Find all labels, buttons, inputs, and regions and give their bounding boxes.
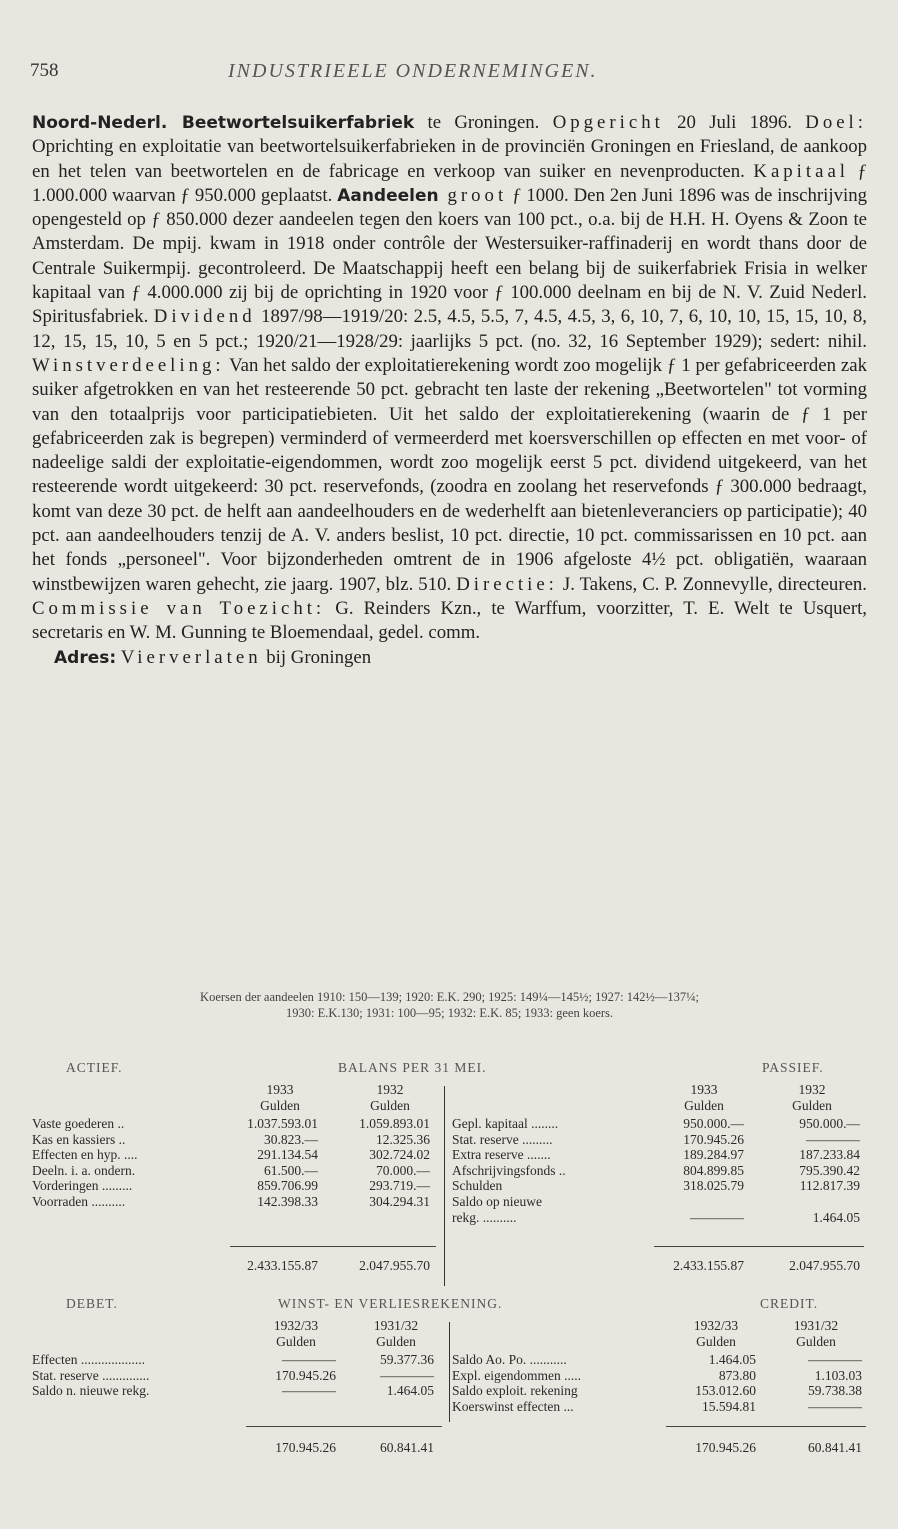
actief-row-label: Effecten en hyp. .... xyxy=(32,1147,138,1163)
actief-year-1932: 1932 xyxy=(376,1082,404,1097)
actief-row-value-b: 1.059.893.01 xyxy=(359,1116,430,1131)
actief-total-1933: 2.433.155.87 xyxy=(247,1258,318,1273)
winst-title: WINST- EN VERLIESREKENING. xyxy=(278,1296,503,1311)
page-header xyxy=(30,60,868,88)
groot-label: groot xyxy=(438,184,508,206)
aandeelen-label: Aandeelen xyxy=(337,185,439,206)
koersen-line-1: Koersen der aandeelen 1910: 150—139; 1920: E.K. 290; 1925: 149¼—145½; 1927: 142½—137¼; xyxy=(200,990,699,1004)
passief-row-value-b: 950.000.— xyxy=(799,1116,860,1131)
credit-row-label: Saldo exploit. rekening xyxy=(452,1383,578,1399)
credit-row-label: Saldo Ao. Po. ........... xyxy=(452,1352,567,1367)
winstverdeeling-label: Winstverdeeling: xyxy=(32,354,225,376)
debet-row-value-a: ———— xyxy=(282,1383,336,1399)
profit-loss-account xyxy=(32,1296,868,1466)
actief-row-value-a: 291.134.54 xyxy=(257,1147,318,1163)
passief-row-value-a: 318.025.79 xyxy=(683,1178,744,1194)
credit-year-a: 1932/33 xyxy=(693,1318,739,1333)
actief-unit-1932: Gulden xyxy=(370,1098,410,1113)
adres-label: Adres: xyxy=(54,647,117,668)
adres-rest: bij Groningen xyxy=(261,646,372,668)
passief-year-1932: 1932 xyxy=(798,1082,826,1097)
actief-row-value-b: 12.325.36 xyxy=(376,1131,430,1147)
passief-row-label: Saldo op nieuwe xyxy=(452,1194,542,1209)
passief-row-value-a: 950.000.— xyxy=(683,1116,744,1131)
dividend-text: 1897/98—1919/20: 2.5, 4.5, 5.5, 7, 4.5, 4.5, 3, 6, 10, 7, 6, 10, 10, 15, 15, 10, 8, 12, 15, 15, 10, 5 en 5 pct.; 1920/21—1928/29: jaarlijks 5 pct. (no. 32, 16 September 1929); sedert: nihil. xyxy=(32,306,868,352)
credit-heading: CREDIT. xyxy=(760,1296,819,1311)
passief-row-value-a: 804.899.85 xyxy=(683,1162,744,1178)
winst-divider xyxy=(449,1322,450,1422)
doel-label: Doel: xyxy=(805,112,867,133)
actief-total-rule xyxy=(230,1246,436,1247)
company-name: Noord-Nederl. Beetwortelsuikerfabriek xyxy=(32,113,415,133)
kapitaal-text: ƒ 1.000.000 waarvan ƒ 950.000 geplaatst. xyxy=(32,160,867,206)
koersen-note xyxy=(32,989,867,1021)
running-title: INDUSTRIEELE ONDERNEMINGEN. xyxy=(228,60,598,82)
actief-unit-1933: Gulden xyxy=(260,1098,300,1113)
credit-row-value-a: 153.012.60 xyxy=(695,1383,756,1399)
actief-row-value-a: 1.037.593.01 xyxy=(247,1116,318,1131)
debet-unit-a: Gulden xyxy=(276,1334,316,1349)
passief-row-label: Schulden xyxy=(452,1178,503,1194)
commissie-text: G. Reinders Kzn., te Warffum, voorzitter, T. E. Welt te Usquert, secretaris en W. M. Gunning te Bloemendaal, gedel. comm. xyxy=(32,597,867,644)
actief-row-value-a: 61.500.— xyxy=(264,1162,318,1178)
credit-total-rule xyxy=(666,1426,866,1427)
credit-row-label: Koerswinst effecten ... xyxy=(452,1398,574,1414)
adres-place: Vierverlaten xyxy=(120,646,262,668)
directie-label: Directie: xyxy=(456,573,558,595)
actief-row-value-b: 302.724.02 xyxy=(369,1147,430,1163)
passief-unit-1932: Gulden xyxy=(792,1098,832,1113)
balans-divider xyxy=(444,1086,445,1286)
actief-row-value-a: 30.823.— xyxy=(264,1131,318,1147)
debet-row-label: Effecten ................... xyxy=(32,1352,145,1367)
actief-row-label: Vorderingen ......... xyxy=(32,1178,133,1194)
actief-row-value-a: 142.398.33 xyxy=(257,1194,318,1209)
passief-row-label: Extra reserve ....... xyxy=(452,1147,551,1163)
credit-row-value-a: 15.594.81 xyxy=(702,1398,756,1414)
actief-total-1932: 2.047.955.70 xyxy=(359,1258,430,1273)
passief-row-value-b: 187.233.84 xyxy=(799,1147,860,1163)
debet-row-label: Saldo n. nieuwe rekg. xyxy=(32,1383,150,1399)
debet-row-label: Stat. reserve .............. xyxy=(32,1367,150,1383)
passief-row-label: rekg. .......... xyxy=(452,1209,517,1225)
opgericht-label: Opgericht xyxy=(552,112,664,133)
balance-sheet xyxy=(32,1060,868,1290)
credit-unit-b: Gulden xyxy=(796,1334,836,1349)
debet-total-rule xyxy=(246,1426,442,1427)
debet-row-value-b: 1.464.05 xyxy=(386,1383,434,1399)
debet-total-b: 60.841.41 xyxy=(380,1440,434,1455)
debet-heading: DEBET. xyxy=(66,1296,118,1311)
dividend-label: Dividend xyxy=(153,306,256,328)
passief-row-label: Stat. reserve ......... xyxy=(452,1131,553,1147)
passief-row-label: Gepl. kapitaal ........ xyxy=(452,1116,559,1131)
page-number: 758 xyxy=(30,60,59,81)
koersen-line-2: 1930: E.K.130; 1931: 100—95; 1932: E.K. 85; 1933: geen koers. xyxy=(285,1006,614,1020)
credit-row-label: Expl. eigendommen ..... xyxy=(452,1367,581,1383)
actief-row-value-b: 293.719.— xyxy=(369,1178,430,1194)
passief-row-value-b: 1.464.05 xyxy=(812,1209,860,1225)
debet-row-value-b: 59.377.36 xyxy=(380,1352,434,1367)
doel-text: Oprichting en exploitatie van beetwortelsuikerfabrieken in de provinciën Groningen en Friesland, de aankoop en het telen van beetwortelen en de fabricage en verkoop van suiker en nevenproducten. xyxy=(32,136,867,182)
actief-heading: ACTIEF. xyxy=(66,1060,123,1075)
passief-unit-1933: Gulden xyxy=(684,1098,724,1113)
actief-row-value-b: 304.294.31 xyxy=(369,1194,430,1209)
credit-total-a: 170.945.26 xyxy=(695,1440,756,1455)
credit-year-b: 1931/32 xyxy=(793,1318,839,1333)
passief-row-label: Afschrijvingsfonds .. xyxy=(452,1162,566,1178)
credit-row-value-b: ———— xyxy=(808,1398,862,1414)
debet-year-a: 1932/33 xyxy=(273,1318,319,1333)
opgericht-value: 20 Juli 1896. xyxy=(663,112,806,133)
debet-row-value-a: 170.945.26 xyxy=(275,1367,336,1383)
credit-row-value-b: ———— xyxy=(808,1352,862,1367)
actief-row-value-a: 859.706.99 xyxy=(257,1178,318,1194)
actief-row-label: Voorraden .......... xyxy=(32,1194,126,1209)
debet-row-value-b: ———— xyxy=(380,1367,434,1383)
debet-unit-b: Gulden xyxy=(376,1334,416,1349)
actief-row-label: Vaste goederen .. xyxy=(32,1116,125,1131)
credit-row-value-a: 873.80 xyxy=(718,1367,756,1383)
credit-unit-a: Gulden xyxy=(696,1334,736,1349)
passief-row-value-b: ———— xyxy=(806,1131,860,1147)
passief-total-rule xyxy=(654,1246,864,1247)
actief-year-1933: 1933 xyxy=(266,1082,294,1097)
credit-row-value-b: 1.103.03 xyxy=(814,1367,862,1383)
passief-total-1932: 2.047.955.70 xyxy=(789,1258,860,1273)
actief-row-value-b: 70.000.— xyxy=(376,1162,430,1178)
passief-heading: PASSIEF. xyxy=(762,1060,824,1075)
aandeelen-text: ƒ 1000. Den 2en Juni 1896 was de inschrijving opengesteld op ƒ 850.000 dezer aandeelen tegen den koers van 100 pct., o.a. bij de H.H. H. Oyens & Zoon te Amsterdam. De mpij. kwam in 1918 onder contrôle der Westersuiker-raffinaderij en wordt thans door de Centrale Suikermpij. gecontroleerd. De Maatschappij heeft een belang bij de suikerfabriek Frisia in welker kapitaal van ƒ 4.000.000 zij bij de oprichting in 1920 voor ƒ 100.000 deelnam en bij de N. V. Zuid Nederl. Spiritusfabriek. xyxy=(32,184,867,328)
passief-total-1933: 2.433.155.87 xyxy=(673,1258,744,1273)
actief-row-label: Deeln. i. a. ondern. xyxy=(32,1162,136,1178)
actief-row-label: Kas en kassiers .. xyxy=(32,1131,126,1147)
credit-row-value-b: 59.738.38 xyxy=(808,1383,862,1399)
balans-title: BALANS PER 31 MEI. xyxy=(338,1060,487,1075)
company-location: te Groningen. xyxy=(414,112,540,133)
passief-row-value-b: 795.390.42 xyxy=(799,1162,860,1178)
debet-total-a: 170.945.26 xyxy=(275,1440,336,1455)
debet-row-value-a: ———— xyxy=(282,1352,336,1367)
commissie-label: Commissie van Toezicht: xyxy=(32,597,326,619)
credit-total-b: 60.841.41 xyxy=(808,1440,862,1455)
passief-row-value-a: ———— xyxy=(690,1209,744,1225)
passief-year-1933: 1933 xyxy=(690,1082,718,1097)
credit-row-value-a: 1.464.05 xyxy=(708,1352,756,1367)
debet-year-b: 1931/32 xyxy=(373,1318,419,1333)
directie-text: J. Takens, C. P. Zonnevylle, directeuren. xyxy=(557,573,867,595)
passief-row-value-b: 112.817.39 xyxy=(799,1178,860,1194)
winstverdeeling-text: Van het saldo der exploitatierekening wordt zoo mogelijk ƒ 1 per gefabriceerden zak suiker afgetrokken en van het resteerende 50 pct. gebracht ten laste der rekening „Beetwortelen" tot vorming van den totaalprijs voor participatiebieten. Uit het saldo der exploitatierekening (waarin de ƒ 1 per gefabriceerden zak is begrepen) verminderd of vermeerderd met koersverschillen op effecten en met voor- of nadeelige saldi der exploitatie-eigendommen, wordt zoo mogelijk eerst 5 pct. dividend uitgekeerd, van het resteerende wordt uitgekeerd: 30 pct. reservefonds, (zoodra en zoolang het reservefonds ƒ 300.000 bedraagt, komt van deze 30 pct. de helft aan aandeelhouders en de wederhelft aan bietenleveranciers op participatie); 40 pct. aan aandeelhouders tenzij de A. V. anders beslist, 10 pct. directie, 10 pct. commissarissen en 10 pct. aan het fonds „personeel". Voor bijzonderheden omtrent de in 1906 afgeloste 4½ pct. obligatiën, waaraan winstbewijzen waren gehecht, zie jaarg. 1907, blz. 510. xyxy=(32,354,867,595)
company-entry xyxy=(32,111,867,670)
passief-row-value-a: 189.284.97 xyxy=(683,1147,744,1163)
kapitaal-label: Kapitaal xyxy=(753,160,850,182)
passief-row-value-a: 170.945.26 xyxy=(683,1131,744,1147)
